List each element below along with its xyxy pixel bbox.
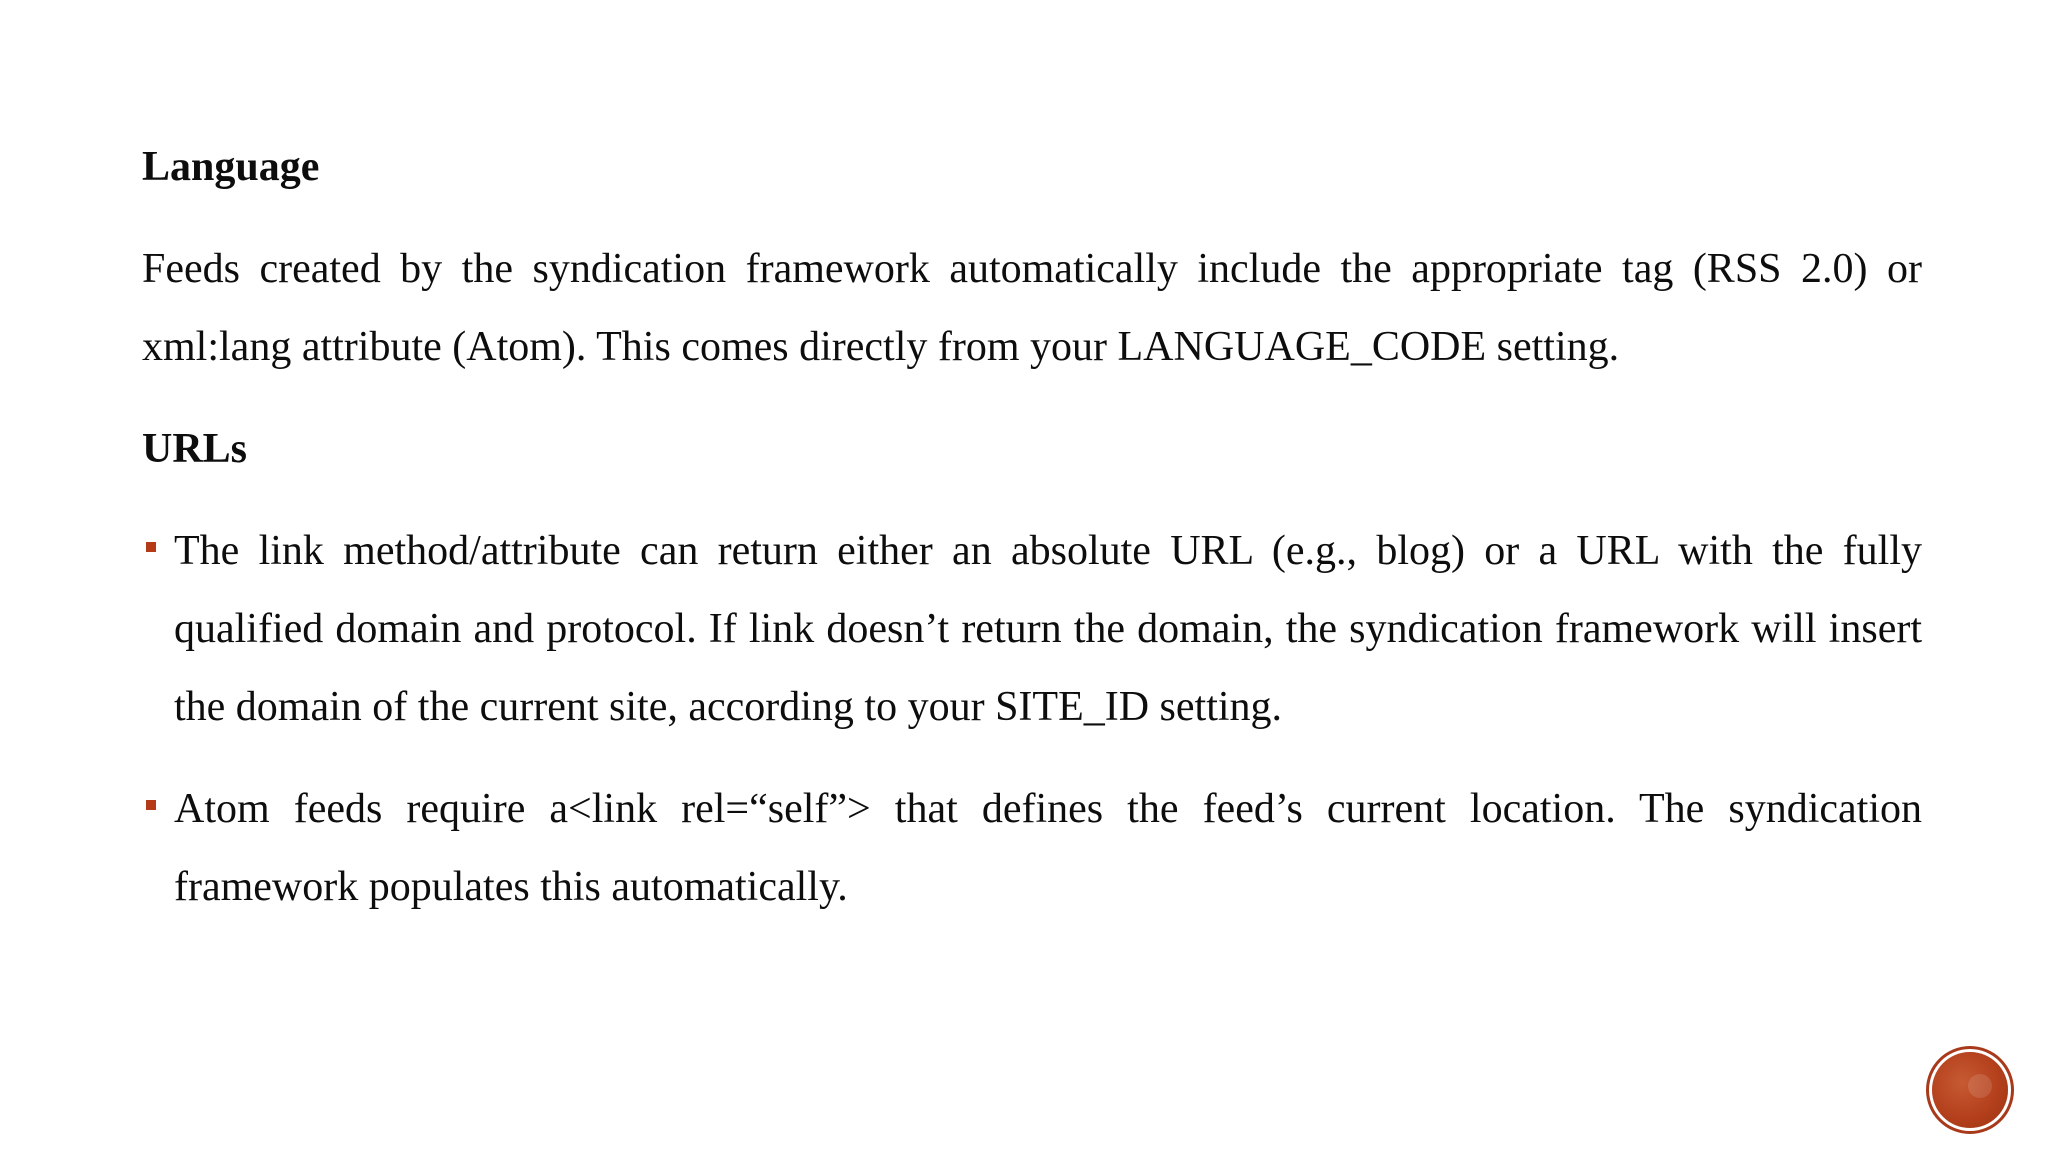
slide-content — [142, 128, 1922, 950]
list-item — [142, 512, 1922, 746]
slide-number-badge-icon — [1932, 1052, 2008, 1128]
urls-heading: URLs — [142, 426, 248, 472]
language-paragraph: Feeds created by the syndication framework automatically include the appropriate tag (RSS 2.0) or xml:lang attribute (Atom). This comes directly from your LANGUAGE_CODE setting. — [142, 246, 1922, 370]
language-heading: Language — [142, 144, 320, 190]
badge-highlight — [1968, 1074, 1992, 1098]
urls-bullet-list — [142, 512, 1922, 926]
square-bullet-icon — [146, 800, 156, 810]
list-item — [142, 770, 1922, 926]
bullet-text: Atom feeds require a<link rel=“self”> that defines the feed’s current location. The syndication framework populates this automatically. — [174, 786, 1922, 910]
bullet-text: The link method/attribute can return either an absolute URL (e.g., blog) or a URL with the fully qualified domain and protocol. If link doesn’t return the domain, the syndication framework will insert the domain of the current site, according to your SITE_ID setting. — [174, 528, 1922, 730]
square-bullet-icon — [146, 542, 156, 552]
